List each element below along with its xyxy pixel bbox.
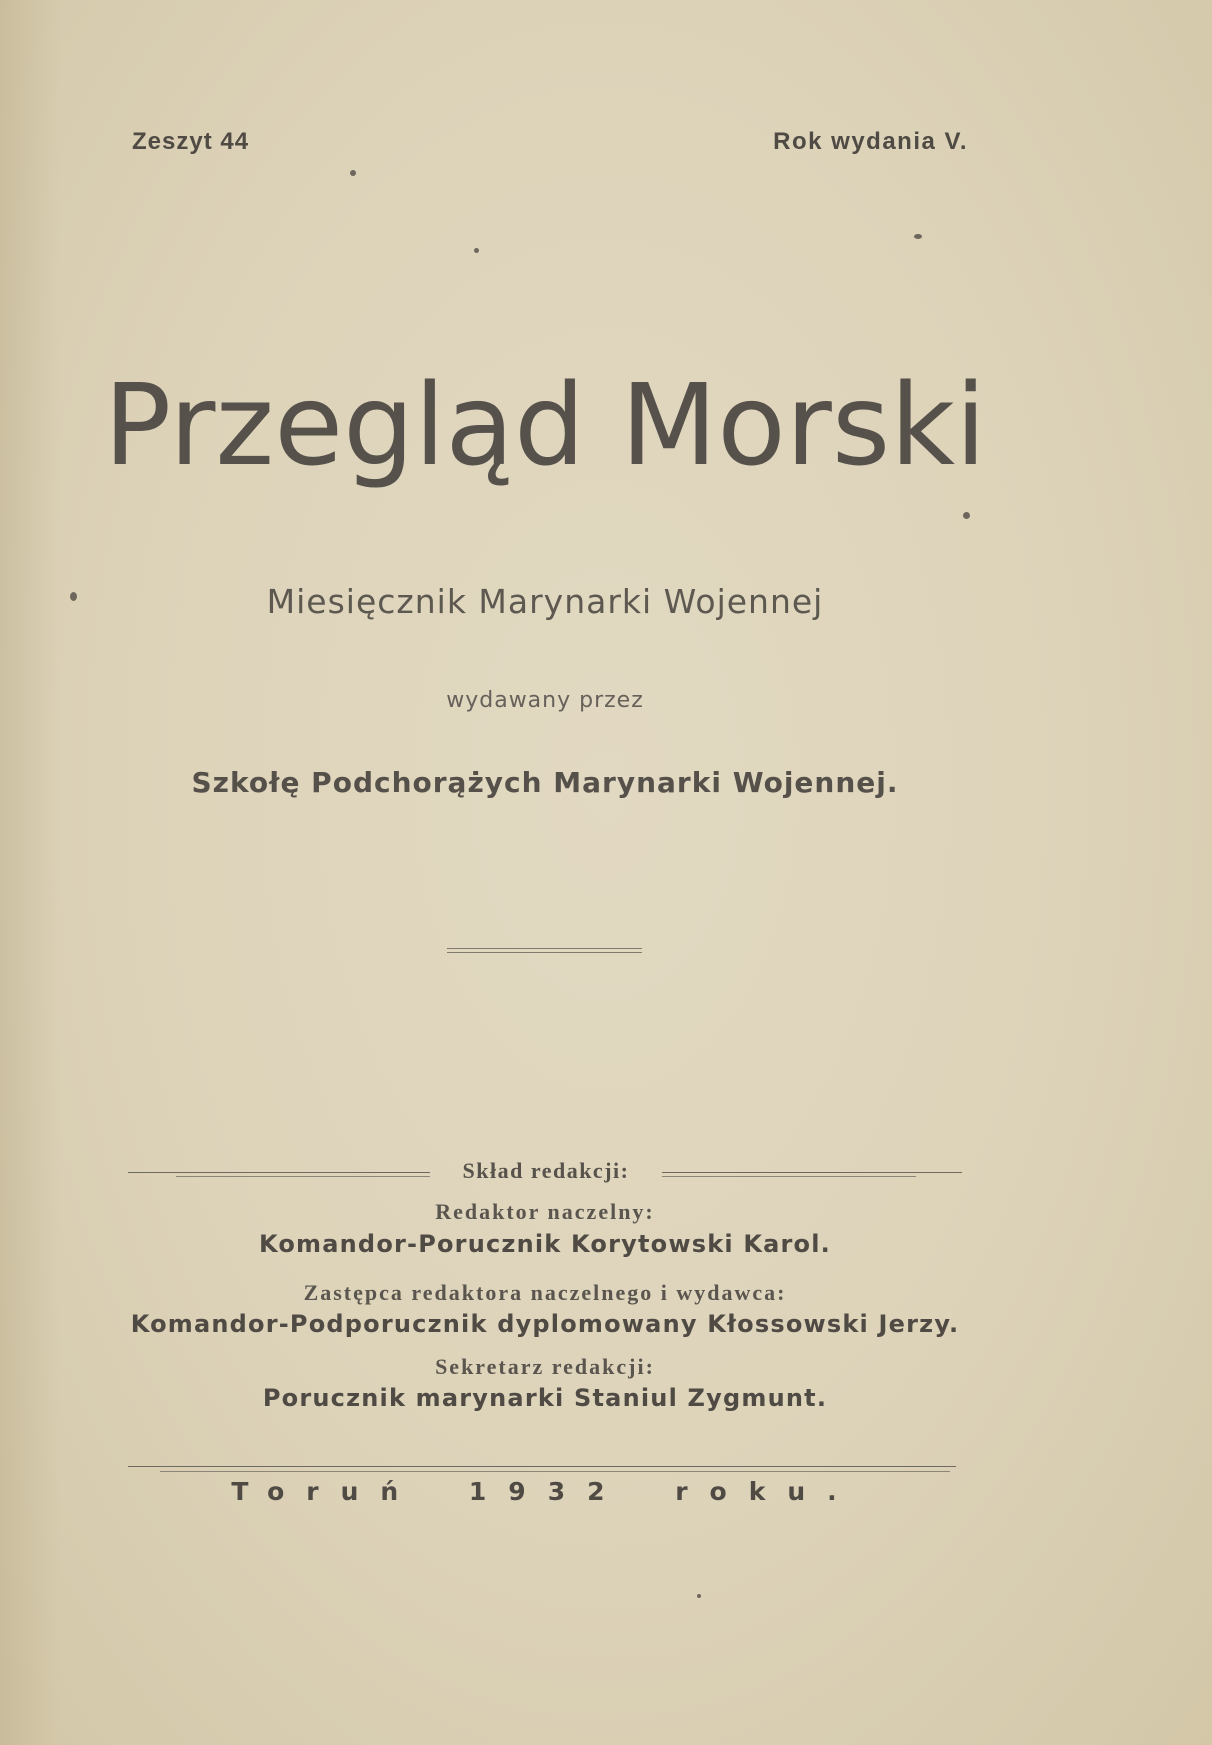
- paper-speck: [697, 1594, 701, 1598]
- heading-rule-left-thin: [176, 1176, 430, 1177]
- paper-speck: [914, 234, 922, 239]
- paper-speck: [350, 170, 356, 176]
- journal-subtitle: Miesięcznik Marynarki Wojennej: [266, 582, 824, 621]
- deputy-editor-name: Komandor-Podporucznik dyplomowany Kłossowski Jerzy.: [130, 1310, 960, 1338]
- editorial-board-heading: Skład redakcji:: [462, 1158, 630, 1183]
- issued-by-label: wydawany przez: [446, 688, 644, 713]
- paper-speck: [963, 512, 970, 519]
- paper-speck: [70, 592, 77, 601]
- heading-rule-right: [662, 1172, 962, 1173]
- issue-number: Zeszyt 44: [132, 128, 250, 155]
- imprint-rule: [128, 1466, 956, 1467]
- volume-year: Rok wydania V.: [773, 128, 968, 155]
- heading-rule-right-thin: [662, 1176, 916, 1177]
- editor-in-chief-name: Komandor-Porucznik Korytowski Karol.: [258, 1230, 831, 1258]
- imprint: Toruń 1932 roku.: [231, 1477, 859, 1506]
- secretary-name: Porucznik marynarki Staniul Zygmunt.: [262, 1384, 828, 1412]
- paper-speck: [474, 248, 479, 253]
- journal-title: Przegląd Morski: [103, 361, 987, 491]
- secretary-role: Sekretarz redakcji:: [435, 1354, 655, 1379]
- editorial-board-heading-row: [128, 1158, 962, 1188]
- deputy-editor-role: Zastępca redaktora naczelnego i wydawca:: [303, 1280, 787, 1305]
- imprint-rule-thin: [160, 1471, 950, 1472]
- editor-in-chief-role: Redaktor naczelny:: [435, 1199, 655, 1224]
- heading-rule-left: [128, 1172, 430, 1173]
- publisher: Szkołę Podchorążych Marynarki Wojennej.: [191, 766, 899, 799]
- ornament-divider: [447, 948, 642, 956]
